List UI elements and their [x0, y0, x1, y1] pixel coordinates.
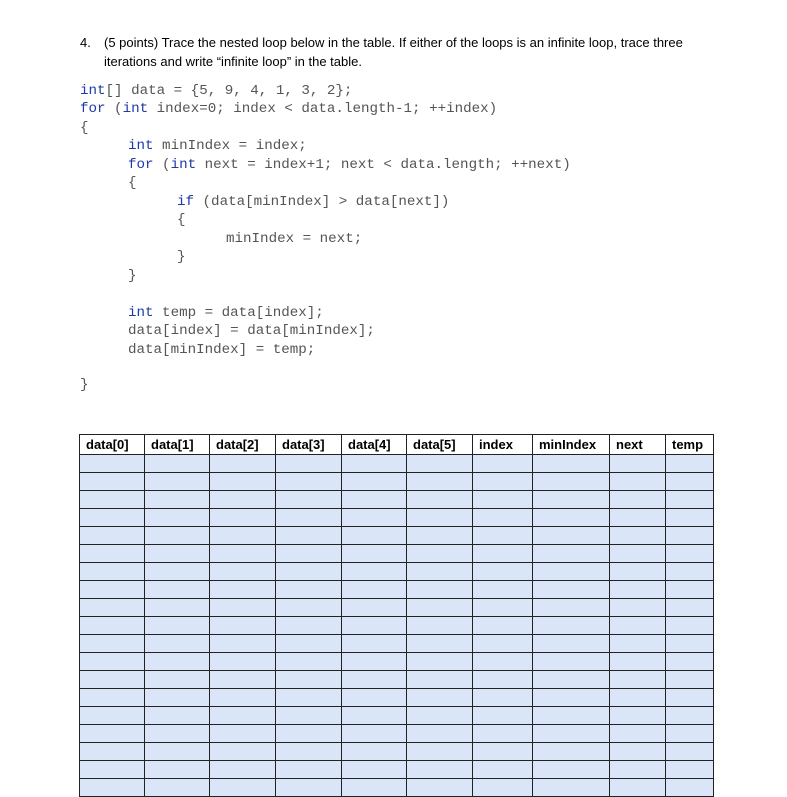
table-cell[interactable] [666, 581, 714, 599]
table-cell[interactable] [407, 599, 473, 617]
table-cell[interactable] [407, 455, 473, 473]
table-cell[interactable] [342, 707, 407, 725]
code-line: { [128, 175, 137, 191]
table-cell[interactable] [276, 761, 342, 779]
table-row [80, 743, 714, 761]
table-cell[interactable] [210, 527, 276, 545]
table-cell[interactable] [533, 725, 610, 743]
table-cell[interactable] [533, 581, 610, 599]
table-cell[interactable] [473, 617, 533, 635]
table-cell[interactable] [80, 707, 145, 725]
table-cell[interactable] [610, 491, 666, 509]
table-cell[interactable] [610, 725, 666, 743]
table-cell[interactable] [210, 581, 276, 599]
table-cell[interactable] [145, 509, 210, 527]
table-cell[interactable] [80, 527, 145, 545]
table-cell[interactable] [666, 779, 714, 797]
table-cell[interactable] [145, 617, 210, 635]
table-cell[interactable] [407, 617, 473, 635]
header-data-1: data[1] [145, 435, 210, 455]
table-cell[interactable] [473, 707, 533, 725]
table-cell[interactable] [342, 653, 407, 671]
code-line: if (data[minIndex] > data[next]) [177, 194, 450, 210]
table-cell[interactable] [276, 527, 342, 545]
table-cell[interactable] [610, 743, 666, 761]
question [80, 33, 720, 71]
table-cell[interactable] [610, 563, 666, 581]
table-cell[interactable] [210, 725, 276, 743]
table-cell[interactable] [533, 599, 610, 617]
table-cell[interactable] [407, 707, 473, 725]
table-cell[interactable] [473, 527, 533, 545]
table-cell[interactable] [666, 491, 714, 509]
table-cell[interactable] [407, 689, 473, 707]
table-cell[interactable] [473, 509, 533, 527]
table-cell[interactable] [210, 671, 276, 689]
table-cell[interactable] [145, 707, 210, 725]
table-cell[interactable] [610, 635, 666, 653]
table-row [80, 725, 714, 743]
table-cell[interactable] [342, 599, 407, 617]
table-cell[interactable] [80, 653, 145, 671]
table-cell[interactable] [276, 671, 342, 689]
table-cell[interactable] [407, 653, 473, 671]
table-row [80, 509, 714, 527]
table-cell[interactable] [610, 599, 666, 617]
table-cell[interactable] [666, 617, 714, 635]
table-row [80, 455, 714, 473]
table-cell[interactable] [533, 707, 610, 725]
table-cell[interactable] [80, 509, 145, 527]
table-cell[interactable] [80, 473, 145, 491]
code-line: int[] data = {5, 9, 4, 1, 3, 2}; [80, 83, 353, 99]
table-cell[interactable] [666, 689, 714, 707]
header-data-3: data[3] [276, 435, 342, 455]
table-cell[interactable] [342, 527, 407, 545]
table-cell[interactable] [80, 599, 145, 617]
table-cell[interactable] [210, 743, 276, 761]
table-cell[interactable] [533, 509, 610, 527]
header-data-5: data[5] [407, 435, 473, 455]
table-cell[interactable] [276, 455, 342, 473]
table-cell[interactable] [610, 689, 666, 707]
table-cell[interactable] [473, 743, 533, 761]
table-cell[interactable] [533, 743, 610, 761]
table-cell[interactable] [610, 455, 666, 473]
table-cell[interactable] [666, 455, 714, 473]
table-cell[interactable] [342, 455, 407, 473]
header-data-2: data[2] [210, 435, 276, 455]
question-text: (5 points) Trace the nested loop below in the table. If either of the loops is an infinite loop, trace three iterations and write “infinite loop” in the table. [104, 35, 683, 69]
table-cell[interactable] [342, 491, 407, 509]
table-cell[interactable] [210, 455, 276, 473]
table-cell[interactable] [342, 779, 407, 797]
table-cell[interactable] [473, 689, 533, 707]
table-cell[interactable] [533, 473, 610, 491]
table-cell[interactable] [407, 563, 473, 581]
table-cell[interactable] [610, 617, 666, 635]
code-line: } [128, 268, 137, 284]
table-cell[interactable] [666, 599, 714, 617]
code-line: data[minIndex] = temp; [128, 342, 316, 358]
table-cell[interactable] [80, 491, 145, 509]
table-cell[interactable] [80, 563, 145, 581]
table-cell[interactable] [80, 689, 145, 707]
code-line: } [177, 249, 186, 265]
table-cell[interactable] [533, 761, 610, 779]
code-line: data[index] = data[minIndex]; [128, 323, 375, 339]
code-line: for (int next = index+1; next < data.length; ++next) [128, 157, 571, 173]
table-cell[interactable] [210, 707, 276, 725]
table-cell[interactable] [145, 563, 210, 581]
table-cell[interactable] [407, 545, 473, 563]
table-cell[interactable] [145, 635, 210, 653]
table-cell[interactable] [473, 779, 533, 797]
table-cell[interactable] [342, 473, 407, 491]
code-line: minIndex = next; [226, 231, 363, 247]
code-line: { [80, 120, 89, 136]
table-cell[interactable] [473, 473, 533, 491]
table-cell[interactable] [342, 545, 407, 563]
table-cell[interactable] [145, 455, 210, 473]
table-cell[interactable] [666, 671, 714, 689]
table-row [80, 779, 714, 797]
table-cell[interactable] [276, 545, 342, 563]
table-cell[interactable] [145, 527, 210, 545]
table-cell[interactable] [145, 491, 210, 509]
table-cell[interactable] [145, 761, 210, 779]
table-cell[interactable] [276, 509, 342, 527]
table-cell[interactable] [666, 635, 714, 653]
table-cell[interactable] [473, 725, 533, 743]
table-cell[interactable] [533, 527, 610, 545]
table-cell[interactable] [145, 725, 210, 743]
table-cell[interactable] [533, 779, 610, 797]
table-cell[interactable] [666, 653, 714, 671]
table-row [80, 635, 714, 653]
table-cell[interactable] [610, 671, 666, 689]
table-cell[interactable] [666, 707, 714, 725]
table-cell[interactable] [210, 653, 276, 671]
table-cell[interactable] [407, 743, 473, 761]
table-cell[interactable] [407, 635, 473, 653]
header-data-0: data[0] [80, 435, 145, 455]
code-line: int minIndex = index; [128, 138, 307, 154]
table-cell[interactable] [80, 779, 145, 797]
table-cell[interactable] [407, 725, 473, 743]
table-cell[interactable] [473, 599, 533, 617]
table-cell[interactable] [210, 761, 276, 779]
table-row [80, 491, 714, 509]
table-cell[interactable] [407, 779, 473, 797]
table-row [80, 707, 714, 725]
header-index: index [473, 435, 533, 455]
table-cell[interactable] [666, 545, 714, 563]
table-cell[interactable] [473, 455, 533, 473]
table-cell[interactable] [80, 761, 145, 779]
table-cell[interactable] [210, 545, 276, 563]
table-cell[interactable] [666, 473, 714, 491]
table-cell[interactable] [473, 635, 533, 653]
table-cell[interactable] [276, 743, 342, 761]
table-row [80, 653, 714, 671]
table-cell[interactable] [407, 761, 473, 779]
table-cell[interactable] [342, 617, 407, 635]
table-cell[interactable] [473, 581, 533, 599]
table-cell[interactable] [342, 581, 407, 599]
table-cell[interactable] [610, 779, 666, 797]
code-line: for (int index=0; index < data.length-1; ++index) [80, 101, 498, 117]
table-cell[interactable] [533, 491, 610, 509]
table-cell[interactable] [80, 743, 145, 761]
table-cell[interactable] [342, 509, 407, 527]
table-cell[interactable] [610, 509, 666, 527]
table-cell[interactable] [276, 725, 342, 743]
table-cell[interactable] [80, 581, 145, 599]
table-row [80, 599, 714, 617]
table-cell[interactable] [407, 581, 473, 599]
header-next: next [610, 435, 666, 455]
table-cell[interactable] [666, 527, 714, 545]
table-cell[interactable] [533, 455, 610, 473]
table-cell[interactable] [80, 545, 145, 563]
table-cell[interactable] [666, 725, 714, 743]
table-row [80, 581, 714, 599]
table-cell[interactable] [80, 725, 145, 743]
table-row [80, 473, 714, 491]
table-cell[interactable] [533, 635, 610, 653]
table-cell[interactable] [610, 545, 666, 563]
table-cell[interactable] [80, 455, 145, 473]
table-cell[interactable] [210, 599, 276, 617]
table-cell[interactable] [276, 779, 342, 797]
code-line: } [80, 377, 89, 393]
table-cell[interactable] [342, 563, 407, 581]
question-number: 4. [80, 35, 91, 50]
table-row [80, 761, 714, 779]
trace-header-row [80, 435, 714, 455]
table-cell[interactable] [80, 617, 145, 635]
table-cell[interactable] [533, 671, 610, 689]
table-cell[interactable] [610, 707, 666, 725]
table-cell[interactable] [145, 779, 210, 797]
table-cell[interactable] [80, 635, 145, 653]
table-cell[interactable] [145, 599, 210, 617]
table-cell[interactable] [210, 635, 276, 653]
table-cell[interactable] [610, 581, 666, 599]
table-cell[interactable] [342, 761, 407, 779]
header-temp: temp [666, 435, 714, 455]
table-cell[interactable] [210, 491, 276, 509]
table-cell[interactable] [145, 689, 210, 707]
table-cell[interactable] [533, 653, 610, 671]
code-line: { [177, 212, 186, 228]
table-cell[interactable] [145, 473, 210, 491]
table-cell[interactable] [210, 509, 276, 527]
table-cell[interactable] [210, 689, 276, 707]
table-cell[interactable] [666, 761, 714, 779]
table-cell[interactable] [533, 545, 610, 563]
table-cell[interactable] [210, 617, 276, 635]
table-cell[interactable] [80, 671, 145, 689]
table-cell[interactable] [276, 653, 342, 671]
table-cell[interactable] [610, 473, 666, 491]
table-cell[interactable] [473, 653, 533, 671]
table-row [80, 563, 714, 581]
table-cell[interactable] [666, 509, 714, 527]
code-line: int temp = data[index]; [128, 305, 324, 321]
table-cell[interactable] [342, 689, 407, 707]
trace-body [80, 455, 714, 797]
table-cell[interactable] [610, 527, 666, 545]
table-cell[interactable] [145, 545, 210, 563]
table-cell[interactable] [473, 545, 533, 563]
table-cell[interactable] [145, 581, 210, 599]
table-cell[interactable] [276, 707, 342, 725]
table-cell[interactable] [276, 617, 342, 635]
table-cell[interactable] [276, 491, 342, 509]
table-cell[interactable] [407, 509, 473, 527]
table-cell[interactable] [342, 725, 407, 743]
table-cell[interactable] [666, 743, 714, 761]
table-cell[interactable] [610, 653, 666, 671]
table-cell[interactable] [666, 563, 714, 581]
table-cell[interactable] [610, 761, 666, 779]
header-minindex: minIndex [533, 435, 610, 455]
table-cell[interactable] [276, 599, 342, 617]
table-cell[interactable] [473, 761, 533, 779]
table-row [80, 527, 714, 545]
table-cell[interactable] [145, 653, 210, 671]
table-cell[interactable] [407, 671, 473, 689]
table-cell[interactable] [533, 689, 610, 707]
table-cell[interactable] [276, 473, 342, 491]
table-row [80, 545, 714, 563]
table-cell[interactable] [276, 635, 342, 653]
table-cell[interactable] [145, 671, 210, 689]
table-cell[interactable] [473, 671, 533, 689]
table-cell[interactable] [342, 671, 407, 689]
table-cell[interactable] [342, 635, 407, 653]
table-cell[interactable] [533, 617, 610, 635]
table-row [80, 671, 714, 689]
table-row [80, 689, 714, 707]
table-cell[interactable] [276, 689, 342, 707]
table-cell[interactable] [407, 473, 473, 491]
table-cell[interactable] [407, 527, 473, 545]
table-cell[interactable] [210, 473, 276, 491]
table-row [80, 617, 714, 635]
table-cell[interactable] [533, 563, 610, 581]
table-cell[interactable] [210, 563, 276, 581]
header-data-4: data[4] [342, 435, 407, 455]
table-cell[interactable] [145, 743, 210, 761]
table-cell[interactable] [210, 779, 276, 797]
table-cell[interactable] [473, 491, 533, 509]
table-cell[interactable] [276, 563, 342, 581]
table-cell[interactable] [342, 743, 407, 761]
table-cell[interactable] [276, 581, 342, 599]
table-cell[interactable] [407, 491, 473, 509]
table-cell[interactable] [473, 563, 533, 581]
trace-table [79, 434, 714, 797]
